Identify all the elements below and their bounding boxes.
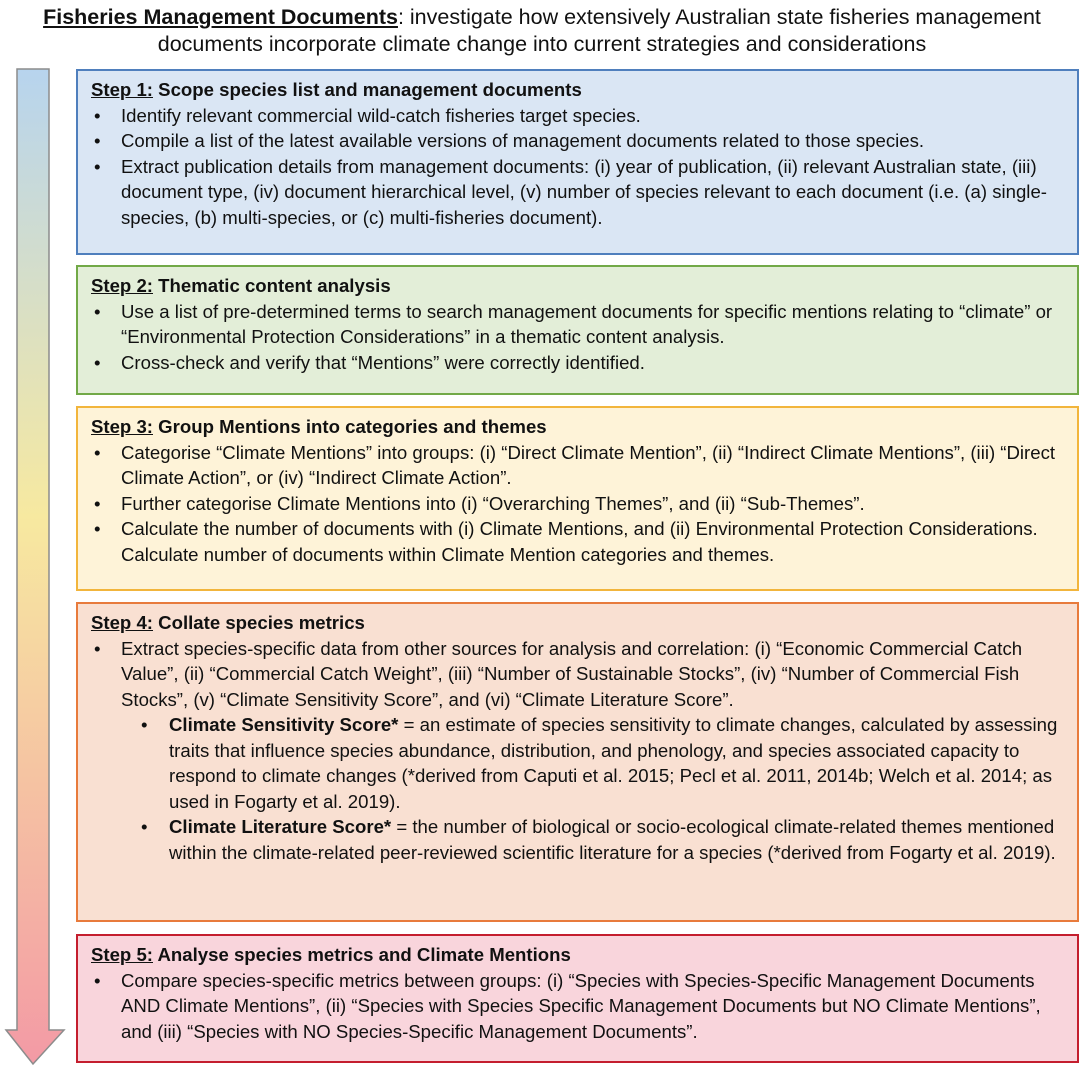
step-2-label: Step 2: <box>91 275 153 296</box>
climate-sensitivity-text: = an estimate of species sensitivity to climate changes, calculated by assessing traits that influence species abundance, distribution, and phenology, and species associated capacity to respond to climate changes (*derived from Caputi et al. 2015; Pecl et al. 2011, 2014b; Welch et al. 2014; as used in Fogarty et al. 2019). <box>169 714 1058 812</box>
title-rest: : investigate how extensively Australian state fisheries management documents incorporate climate change into current strategies and considerations <box>157 5 1041 56</box>
climate-literature-text: = the number of biological or socio-ecological climate-related themes mentioned within the climate-related peer-reviewed scientific literature for a species (*derived from Fogarty et al. 2019). <box>169 816 1056 863</box>
sub-list-item <box>91 814 1065 865</box>
diagram-title <box>0 4 1084 58</box>
step-2-title: Thematic content analysis <box>158 275 391 296</box>
sub-list-item <box>91 712 1065 814</box>
step-5-box <box>76 934 1079 1063</box>
step-5-title: Analyse species metrics and Climate Mentions <box>157 944 571 965</box>
step-3-bullets <box>91 440 1065 568</box>
list-item: • Further categorise Climate Mentions into (i) “Overarching Themes”, and (ii) “Sub-Themes”. <box>91 491 1065 517</box>
step-4-sub-bullets <box>91 712 1065 865</box>
step-4-box <box>76 602 1079 922</box>
step-5-bullets <box>91 968 1065 1045</box>
step-1-bullets <box>91 103 1065 231</box>
climate-sensitivity-term: Climate Sensitivity Score* <box>169 714 399 735</box>
step-2-bullets <box>91 299 1065 376</box>
climate-literature-term: Climate Literature Score* <box>169 816 392 837</box>
step-4-label: Step 4: <box>91 612 153 633</box>
step-3-heading <box>91 414 1065 440</box>
list-item: • Extract publication details from management documents: (i) year of publication, (ii) relevant Australian state, (iii) document type, (iv) document hierarchical level, (v) number of species relevant to each document (i.e. (a) single-species, (b) multi-species, or (c) multi-fisheries document). <box>91 154 1065 231</box>
arrow-shape <box>6 69 64 1064</box>
step-5-label: Step 5: <box>91 944 153 965</box>
list-item: • Compile a list of the latest available versions of management documents related to those species. <box>91 128 1065 154</box>
step-3-label: Step 3: <box>91 416 153 437</box>
list-item: • Calculate the number of documents with (i) Climate Mentions, and (ii) Environmental Protection Considerations. Calculate number of documents within Climate Mention categories and themes. <box>91 516 1065 567</box>
list-item: • Compare species-specific metrics between groups: (i) “Species with Species-Specific Management Documents AND Climate Mentions”, (ii) “Species with Species Specific Management Documents but NO Climate Mentions”, and (iii) “Species with NO Species-Specific Management Documents”. <box>91 968 1065 1045</box>
step-4-title: Collate species metrics <box>158 612 365 633</box>
flow-arrow-icon <box>4 68 66 1066</box>
step-3-box <box>76 406 1079 591</box>
step-1-label: Step 1: <box>91 79 153 100</box>
step-4-bullets <box>91 636 1065 713</box>
step-5-heading <box>91 942 1065 968</box>
step-2-box <box>76 265 1079 395</box>
step-1-box <box>76 69 1079 255</box>
title-bold: Fisheries Management Documents <box>43 5 398 29</box>
list-item: • Identify relevant commercial wild-catch fisheries target species. <box>91 103 1065 129</box>
step-4-heading <box>91 610 1065 636</box>
list-item: • Extract species-specific data from other sources for analysis and correlation: (i) “Economic Commercial Catch Value”, (ii) “Commercial Catch Weight”, (iii) “Number of Sustainable Stocks”, (iv) “Number of Commercial Fish Stocks”, (v) “Climate Sensitivity Score”, and (vi) “Climate Literature Score”. <box>91 636 1065 713</box>
step-1-heading <box>91 77 1065 103</box>
step-3-title: Group Mentions into categories and themes <box>158 416 547 437</box>
list-item: • Cross-check and verify that “Mentions” were correctly identified. <box>91 350 1065 376</box>
step-1-title: Scope species list and management documents <box>158 79 582 100</box>
list-item: • Categorise “Climate Mentions” into groups: (i) “Direct Climate Mention”, (ii) “Indirect Climate Mentions”, (iii) “Direct Climate Action”, or (iv) “Indirect Climate Action”. <box>91 440 1065 491</box>
step-2-heading <box>91 273 1065 299</box>
list-item: • Use a list of pre-determined terms to search management documents for specific mentions relating to “climate” or “Environmental Protection Considerations” in a thematic content analysis. <box>91 299 1065 350</box>
